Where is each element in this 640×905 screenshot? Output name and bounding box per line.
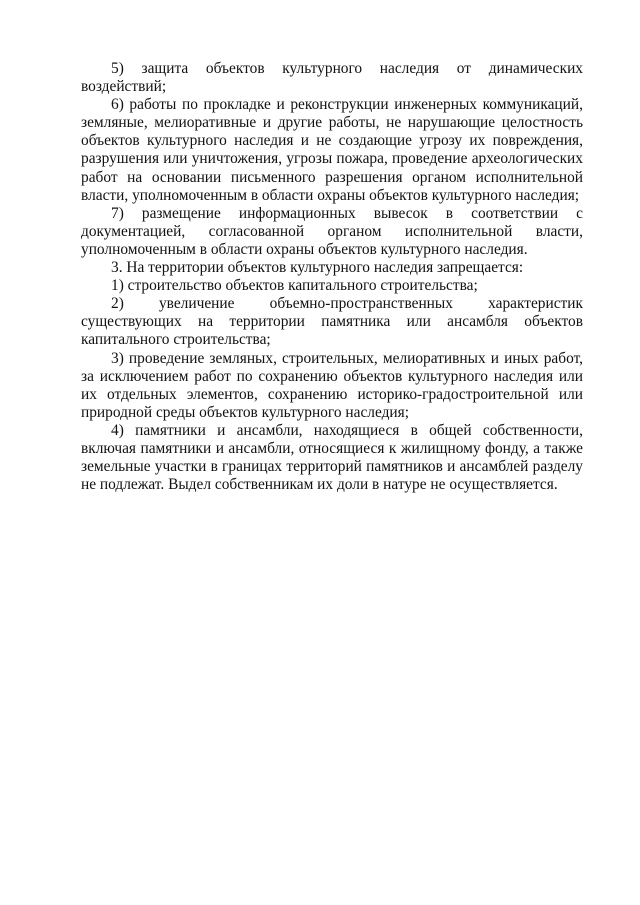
paragraph-prohibition-2: 2) увеличение объемно-пространственных характеристик существующих на территории памятника или ансамбля объектов капитального строительства; bbox=[81, 295, 583, 349]
paragraph-item-5-protection: 5) защита объектов культурного наследия от динамических воздействий; bbox=[81, 60, 583, 96]
paragraph-section-3-prohibitions: 3. На территории объектов культурного наследия запрещается: bbox=[111, 259, 524, 277]
document-body bbox=[81, 60, 583, 494]
paragraph-item-7-signage: 7) размещение информационных вывесок в соответствии с документацией, согласованной органом исполнительной власти, уполномоченным в области охраны объектов культурного наследия. bbox=[81, 204, 583, 258]
paragraph-prohibition-3: 3) проведение земляных, строительных, мелиоративных и иных работ, за исключением работ по сохранению объектов культурного наследия или их отдельных элементов, сохранению историко-градостроительной или природной среды объектов культурного наследия; bbox=[81, 349, 583, 421]
paragraph-prohibition-4: 4) памятники и ансамбли, находящиеся в общей собственности, включая памятники и ансамбли, относящиеся к жилищному фонду, а также земельные участки в границах территорий памятников и ансамблей разделу не подлежат. Выдел собственникам их доли в натуре не осуществляется. bbox=[81, 421, 583, 494]
paragraph-item-6-engineering-works: 6) работы по прокладке и реконструкции инженерных коммуникаций, земляные, мелиоративные и другие работы, не нарушающие целостность объектов культурного наследия и не создающие угрозу их повреждения, разрушения или уничтожения, угрозы пожара, проведение археологических работ на основании письменного разрешения органом исполнительной власти, уполномоченным в области охраны объектов культурного наследия; bbox=[81, 96, 583, 204]
paragraph-prohibition-1: 1) строительство объектов капитального строительства; bbox=[111, 277, 478, 295]
